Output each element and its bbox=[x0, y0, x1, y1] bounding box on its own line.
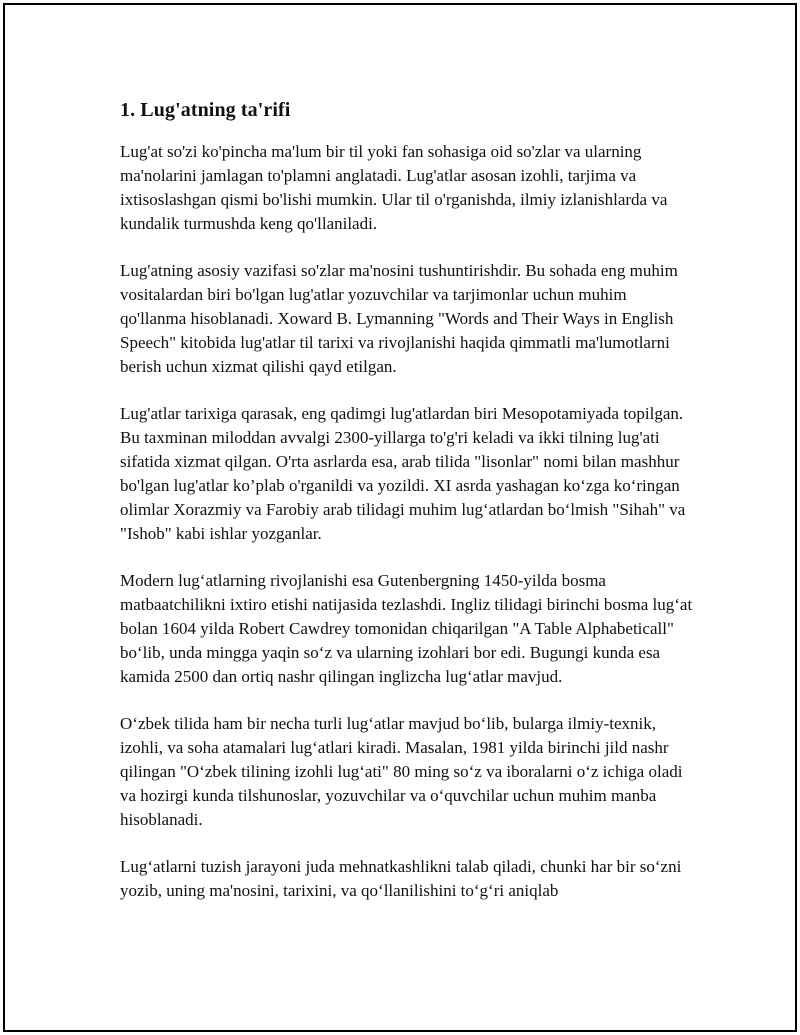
paragraph: Lug'at so'zi ko'pincha ma'lum bir til yoki fan sohasiga oid so'zlar va ularning ma'nolarini jamlagan to'plamni anglatadi. Lug'atlar asosan izohli, tarjima va ixtisoslashgan qismi bo'lishi mumkin. Ular til o'rganishda, ilmiy izlanishlarda va kundalik turmushda keng qo'llaniladi. bbox=[120, 142, 668, 233]
document-page bbox=[3, 3, 797, 1032]
paragraph: Lug‘atlarni tuzish jarayoni juda mehnatkashlikni talab qiladi, chunki har bir so‘zni yozib, uning ma'nosini, tarixini, va qo‘llanilishini to‘g‘ri aniqlab bbox=[120, 857, 682, 900]
paragraph: O‘zbek tilida ham bir necha turli lug‘atlar mavjud bo‘lib, bularga ilmiy-texnik, izohli, va soha atamalari lug‘atlari kiradi. Masalan, 1981 yilda birinchi jild nashr qilingan "O‘zbek tilining izohli lug‘ati" 80 ming so‘z va iboralarni o‘z ichiga oladi va hozirgi kunda tilshunoslar, yozuvchilar va o‘quvchilar uchun muhim manba hisoblanadi. bbox=[120, 714, 683, 829]
section-heading: 1. Lug'atning ta'rifi bbox=[120, 99, 291, 121]
paragraph: Lug'atning asosiy vazifasi so'zlar ma'nosini tushuntirishdir. Bu sohada eng muhim vositalardan biri bo'lgan lug'atlar yozuvchilar va tarjimonlar uchun muhim qo'llanma hisoblanadi. Xoward B. Lymanning "Words and Their Ways in English Speech" kitobida lug'atlar til tarixi va rivojlanishi haqida qimmatli ma'lumotlarni berish uchun xizmat qilishi qayd etilgan. bbox=[120, 261, 678, 376]
document-content bbox=[120, 97, 695, 926]
paragraph: Lug'atlar tarixiga qarasak, eng qadimgi lug'atlardan biri Mesopotamiyada topilgan. Bu taxminan miloddan avvalgi 2300-yillarga to'g'ri keladi va ikki tilning lug'ati sifatida xizmat qilgan. O'rta asrlarda esa, arab tilida "lisonlar" nomi bilan mashhur bo'lgan lug'atlar ko’plab o'rganildi va yozildi. XI asrda yashagan ko‘zga ko‘ringan olimlar Xorazmiy va Farobiy arab tilidagi muhim lug‘atlardan bo‘lmish "Sihah" va "Ishob" kabi ishlar yozganlar. bbox=[120, 404, 686, 543]
paragraph: Modern lug‘atlarning rivojlanishi esa Gutenbergning 1450-yilda bosma matbaatchilikni ixtiro etishi natijasida tezlashdi. Ingliz tilidagi birinchi bosma lug‘at bolan 1604 yilda Robert Cawdrey tomonidan chiqarilgan "A Table Alphabeticall" bo‘lib, unda mingga yaqin so‘z va ularning izohlari bor edi. Bugungi kunda esa kamida 2500 dan ortiq nashr qilingan inglizcha lug‘atlar mavjud. bbox=[120, 571, 693, 686]
